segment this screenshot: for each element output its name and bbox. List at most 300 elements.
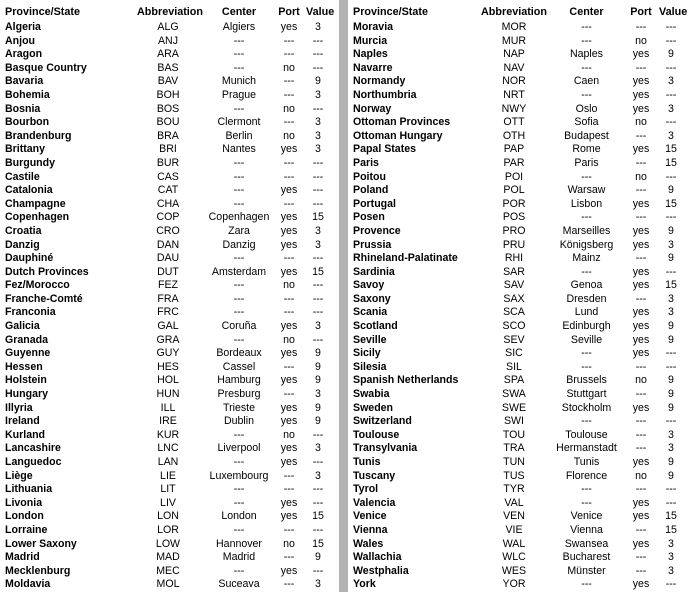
province-cell: Lithuania: [5, 483, 53, 496]
center-cell: Dublin: [223, 415, 255, 428]
center-cell: Munich: [221, 75, 257, 88]
center-cell: Venice: [570, 510, 603, 523]
value-cell: 3: [668, 564, 674, 577]
province-cell: Savoy: [353, 279, 385, 292]
value-cell: 9: [315, 374, 321, 387]
value-cell: ---: [665, 415, 677, 428]
port-cell: ---: [635, 442, 647, 455]
center-cell: Münster: [567, 564, 606, 577]
table-row: [0, 415, 338, 429]
abbreviation-cell: LIE: [160, 469, 176, 482]
abbreviation-cell: DAU: [156, 252, 180, 265]
table-row: [0, 320, 338, 334]
port-cell: ---: [635, 21, 647, 33]
table-row: [0, 565, 338, 579]
port-cell: ---: [635, 523, 647, 536]
province-cell: Northumbria: [353, 88, 417, 101]
port-cell: yes: [632, 48, 650, 61]
center-cell: Stuttgart: [566, 388, 607, 401]
value-cell: ---: [665, 496, 677, 509]
table-row: [0, 75, 338, 89]
value-cell: ---: [665, 265, 677, 278]
center-cell: ---: [233, 333, 245, 346]
value-cell: 9: [668, 184, 674, 197]
value-cell: ---: [312, 292, 324, 305]
province-cell: Hungary: [5, 388, 48, 401]
table-row: [349, 442, 693, 456]
column-divider: [339, 0, 348, 592]
table-row: [0, 225, 338, 239]
province-cell: Rhineland-Palatinate: [353, 252, 458, 265]
value-cell: 3: [668, 428, 674, 441]
abbreviation-cell: SEV: [503, 333, 525, 346]
value-cell: 3: [668, 442, 674, 455]
province-cell: Illyria: [5, 401, 33, 414]
table-row: [349, 157, 693, 171]
port-cell: yes: [280, 374, 298, 387]
port-cell: ---: [283, 578, 295, 591]
province-cell: Tyrol: [353, 483, 379, 496]
port-cell: yes: [632, 320, 650, 333]
center-cell: ---: [581, 265, 592, 278]
port-cell: ---: [283, 469, 295, 482]
table-row: [349, 388, 693, 402]
port-cell: yes: [632, 265, 650, 278]
table-row: [349, 21, 693, 35]
port-cell: ---: [635, 292, 647, 305]
table-row: [349, 184, 693, 198]
table-row: [0, 211, 338, 225]
table-row: [349, 266, 693, 280]
value-cell: ---: [665, 211, 677, 224]
center-cell: ---: [233, 428, 245, 441]
abbreviation-cell: CRO: [156, 224, 180, 237]
table-row: [0, 130, 338, 144]
province-cell: Moldavia: [5, 578, 51, 591]
abbreviation-cell: POL: [503, 184, 525, 197]
port-cell: yes: [632, 510, 650, 523]
right-table-body: [349, 21, 693, 592]
port-cell: no: [635, 170, 647, 183]
left-header-row: [0, 3, 338, 21]
abbreviation-cell: SIC: [505, 347, 523, 360]
port-cell: no: [283, 102, 295, 115]
port-cell: ---: [283, 34, 295, 47]
province-cell: Dutch Provinces: [5, 265, 89, 278]
table-row: [349, 470, 693, 484]
abbreviation-cell: SAR: [503, 265, 525, 278]
table-row: [0, 361, 338, 375]
value-cell: 3: [668, 551, 674, 564]
value-cell: ---: [312, 306, 324, 319]
value-cell: 3: [668, 75, 674, 88]
province-cell: Valencia: [353, 496, 396, 509]
value-cell: 15: [665, 143, 677, 156]
province-cell: Champagne: [5, 197, 66, 210]
table-row: [0, 497, 338, 511]
center-cell: Nantes: [222, 143, 256, 156]
table-row: [0, 116, 338, 130]
value-cell: 3: [315, 143, 321, 156]
value-cell: 3: [315, 21, 321, 33]
abbreviation-cell: RHI: [504, 252, 524, 265]
value-cell: ---: [312, 34, 324, 47]
header-abbreviation: Abbreviation: [137, 6, 203, 18]
table-row: [349, 456, 693, 470]
port-cell: yes: [632, 401, 650, 414]
table-row: [349, 279, 693, 293]
value-cell: 9: [668, 320, 674, 333]
province-cell: Ireland: [5, 415, 40, 428]
table-row: [0, 483, 338, 497]
province-cell: Holstein: [5, 374, 47, 387]
center-cell: ---: [233, 523, 245, 536]
center-cell: Presburg: [217, 388, 261, 401]
port-cell: ---: [635, 184, 647, 197]
table-row: [0, 578, 338, 592]
port-cell: yes: [280, 415, 298, 428]
port-cell: yes: [280, 510, 298, 523]
table-row: [0, 35, 338, 49]
abbreviation-cell: OTH: [502, 129, 526, 142]
port-cell: yes: [280, 265, 298, 278]
port-cell: no: [283, 61, 295, 74]
abbreviation-cell: BOU: [156, 116, 180, 129]
center-cell: Naples: [570, 48, 603, 61]
abbreviation-cell: ANJ: [157, 34, 178, 47]
table-row: [0, 239, 338, 253]
abbreviation-cell: MAD: [156, 551, 180, 564]
province-cell: Bosnia: [5, 102, 41, 115]
abbreviation-cell: ILL: [160, 401, 176, 414]
center-cell: ---: [581, 34, 592, 47]
center-cell: ---: [581, 347, 592, 360]
table-row: [349, 320, 693, 334]
value-cell: ---: [665, 116, 677, 129]
value-cell: 3: [668, 238, 674, 251]
abbreviation-cell: MOR: [501, 21, 527, 33]
header-value: Value: [306, 6, 335, 18]
abbreviation-cell: PRU: [502, 238, 526, 251]
center-cell: ---: [581, 21, 592, 33]
abbreviation-cell: HES: [157, 360, 179, 373]
table-row: [349, 483, 693, 497]
table-row: [349, 361, 693, 375]
center-cell: Clermont: [217, 116, 261, 129]
header-abbreviation: Abbreviation: [481, 6, 547, 18]
value-cell: ---: [665, 483, 677, 496]
port-cell: yes: [632, 306, 650, 319]
province-cell: Livonia: [5, 496, 43, 509]
center-cell: ---: [233, 170, 245, 183]
center-cell: Copenhagen: [208, 211, 270, 224]
abbreviation-cell: FEZ: [157, 279, 178, 292]
center-cell: Warsaw: [567, 184, 606, 197]
province-cell: Hessen: [5, 360, 43, 373]
center-cell: ---: [233, 279, 245, 292]
table-row: [0, 171, 338, 185]
port-cell: yes: [280, 238, 298, 251]
province-cell: Prussia: [353, 238, 392, 251]
port-cell: ---: [283, 360, 295, 373]
province-cell: Anjou: [5, 34, 36, 47]
abbreviation-cell: SWA: [502, 388, 526, 401]
abbreviation-cell: TYR: [503, 483, 525, 496]
province-cell: Wales: [353, 537, 384, 550]
value-cell: ---: [312, 184, 324, 197]
table-row: [349, 415, 693, 429]
port-cell: no: [635, 34, 647, 47]
port-cell: yes: [280, 564, 298, 577]
province-cell: Tunis: [353, 456, 381, 468]
table-row: [0, 89, 338, 103]
province-cell: Sweden: [353, 401, 394, 414]
table-row: [0, 198, 338, 212]
province-cell: Lancashire: [5, 442, 61, 455]
abbreviation-cell: TUN: [503, 456, 525, 468]
value-cell: 15: [312, 537, 324, 550]
table-row: [0, 538, 338, 552]
value-cell: ---: [312, 333, 324, 346]
abbreviation-cell: IRE: [159, 415, 177, 428]
value-cell: 15: [312, 510, 324, 523]
abbreviation-cell: ARA: [157, 48, 179, 61]
table-row: [0, 143, 338, 157]
province-cell: Croatia: [5, 224, 42, 237]
header-port: Port: [278, 6, 300, 18]
port-cell: ---: [283, 75, 295, 88]
center-cell: Paris: [574, 156, 599, 169]
abbreviation-cell: LOW: [155, 537, 181, 550]
center-cell: ---: [233, 102, 245, 115]
center-cell: Rome: [572, 143, 601, 156]
province-cell: Posen: [353, 211, 385, 224]
province-cell: Brandenburg: [5, 129, 72, 142]
abbreviation-cell: NOR: [502, 75, 526, 88]
value-cell: 3: [315, 129, 321, 142]
province-cell: Bohemia: [5, 88, 50, 101]
center-cell: Hannover: [216, 537, 262, 550]
center-cell: ---: [581, 415, 592, 428]
province-cell: Poitou: [353, 170, 386, 183]
center-cell: Madrid: [222, 551, 256, 564]
abbreviation-cell: POI: [504, 170, 524, 183]
province-cell: Algeria: [5, 21, 41, 33]
abbreviation-cell: NAP: [503, 48, 525, 61]
abbreviation-cell: HUN: [156, 388, 180, 401]
center-cell: ---: [581, 211, 592, 224]
table-row: [349, 497, 693, 511]
port-cell: yes: [280, 347, 298, 360]
value-cell: 15: [665, 156, 677, 169]
value-cell: ---: [312, 102, 324, 115]
abbreviation-cell: COP: [156, 211, 180, 224]
province-cell: Transylvania: [353, 442, 418, 455]
table-row: [349, 62, 693, 76]
center-cell: Zara: [228, 224, 250, 237]
center-cell: Cassel: [222, 360, 256, 373]
province-cell: York: [353, 578, 376, 591]
province-cell: Paris: [353, 156, 379, 169]
center-cell: ---: [581, 360, 592, 373]
abbreviation-cell: GRA: [156, 333, 180, 346]
port-cell: ---: [283, 252, 295, 265]
port-cell: ---: [635, 551, 647, 564]
abbreviation-cell: POR: [502, 197, 526, 210]
province-cell: Normandy: [353, 75, 406, 88]
value-cell: 9: [668, 252, 674, 265]
value-cell: 15: [665, 523, 677, 536]
table-row: [0, 442, 338, 456]
center-cell: Oslo: [575, 102, 598, 115]
center-cell: Budapest: [564, 129, 609, 142]
province-cell: Wallachia: [353, 551, 402, 564]
right-table: [349, 0, 693, 592]
abbreviation-cell: TRA: [503, 442, 525, 455]
province-cell: Languedoc: [5, 456, 62, 468]
table-row: [349, 35, 693, 49]
abbreviation-cell: POS: [502, 211, 526, 224]
port-cell: ---: [635, 129, 647, 142]
left-table: [0, 0, 338, 592]
province-cell: Scotland: [353, 320, 398, 333]
table-row: [0, 374, 338, 388]
abbreviation-cell: NAV: [503, 61, 525, 74]
table-row: [0, 157, 338, 171]
province-cell: Brittany: [5, 143, 46, 156]
value-cell: ---: [312, 428, 324, 441]
port-cell: ---: [635, 564, 647, 577]
port-cell: yes: [632, 75, 650, 88]
port-cell: ---: [635, 211, 647, 224]
value-cell: ---: [312, 61, 324, 74]
value-cell: 9: [668, 401, 674, 414]
center-cell: Brussels: [566, 374, 607, 387]
table-row: [349, 347, 693, 361]
province-cell: Burgundy: [5, 156, 56, 169]
abbreviation-cell: CAT: [157, 184, 179, 197]
abbreviation-cell: SPA: [503, 374, 525, 387]
table-row: [0, 252, 338, 266]
table-row: [349, 89, 693, 103]
province-cell: Seville: [353, 333, 387, 346]
province-cell: Galicia: [5, 320, 40, 333]
port-cell: ---: [283, 170, 295, 183]
province-cell: Franconia: [5, 306, 56, 319]
value-cell: 9: [668, 48, 674, 61]
value-cell: 3: [315, 320, 321, 333]
value-cell: 3: [668, 537, 674, 550]
abbreviation-cell: CHA: [156, 197, 180, 210]
value-cell: 3: [668, 292, 674, 305]
center-cell: Coruña: [221, 320, 257, 333]
center-cell: Lund: [574, 306, 599, 319]
province-cell: Mecklenburg: [5, 564, 71, 577]
center-cell: ---: [233, 496, 245, 509]
port-cell: yes: [280, 224, 298, 237]
port-cell: yes: [632, 197, 650, 210]
table-row: [0, 510, 338, 524]
center-cell: Königsberg: [559, 238, 614, 251]
table-row: [349, 252, 693, 266]
port-cell: yes: [280, 21, 298, 33]
center-cell: Swansea: [564, 537, 609, 550]
value-cell: 9: [315, 347, 321, 360]
value-cell: 15: [312, 265, 324, 278]
port-cell: no: [283, 333, 295, 346]
value-cell: ---: [312, 564, 324, 577]
port-cell: yes: [280, 442, 298, 455]
center-cell: ---: [233, 252, 245, 265]
table-row: [349, 239, 693, 253]
province-cell: Lorraine: [5, 523, 48, 536]
province-cell: Naples: [353, 48, 388, 61]
port-cell: ---: [283, 116, 295, 129]
abbreviation-cell: LON: [157, 510, 179, 523]
port-cell: no: [635, 374, 647, 387]
center-cell: Algiers: [222, 21, 256, 33]
center-cell: Suceava: [218, 578, 260, 591]
value-cell: ---: [312, 279, 324, 292]
abbreviation-cell: SCA: [503, 306, 525, 319]
port-cell: yes: [280, 211, 298, 224]
abbreviation-cell: MEC: [156, 564, 180, 577]
province-cell: Silesia: [353, 360, 387, 373]
value-cell: 9: [315, 401, 321, 414]
center-cell: Florence: [565, 469, 608, 482]
abbreviation-cell: BRI: [159, 143, 177, 156]
abbreviation-cell: BAS: [157, 61, 179, 74]
port-cell: no: [283, 537, 295, 550]
header-province: Province/State: [353, 6, 429, 18]
port-cell: yes: [632, 88, 650, 101]
table-row: [349, 524, 693, 538]
abbreviation-cell: OTT: [503, 116, 525, 129]
port-cell: ---: [283, 156, 295, 169]
abbreviation-cell: LNC: [157, 442, 179, 455]
value-cell: ---: [665, 347, 677, 360]
abbreviation-cell: GAL: [157, 320, 179, 333]
province-cell: Murcia: [353, 34, 388, 47]
value-cell: ---: [312, 252, 324, 265]
center-cell: Berlin: [225, 129, 253, 142]
table-row: [349, 402, 693, 416]
table-row: [0, 388, 338, 402]
province-cell: Spanish Netherlands: [353, 374, 459, 387]
center-cell: Marseilles: [562, 224, 611, 237]
table-row: [349, 293, 693, 307]
table-row: [349, 75, 693, 89]
center-cell: ---: [233, 156, 245, 169]
province-cell: Poland: [353, 184, 389, 197]
table-row: [349, 143, 693, 157]
port-cell: yes: [280, 143, 298, 156]
port-cell: ---: [283, 551, 295, 564]
abbreviation-cell: VAL: [504, 496, 524, 509]
province-cell: Liège: [5, 469, 33, 482]
center-cell: Hamburg: [217, 374, 261, 387]
port-cell: yes: [632, 333, 650, 346]
header-value: Value: [659, 6, 688, 18]
value-cell: ---: [312, 456, 324, 468]
value-cell: 9: [315, 415, 321, 428]
port-cell: ---: [635, 415, 647, 428]
table-row: [349, 538, 693, 552]
table-row: [349, 374, 693, 388]
header-port: Port: [630, 6, 652, 18]
center-cell: ---: [581, 483, 592, 496]
abbreviation-cell: DUT: [157, 265, 179, 278]
